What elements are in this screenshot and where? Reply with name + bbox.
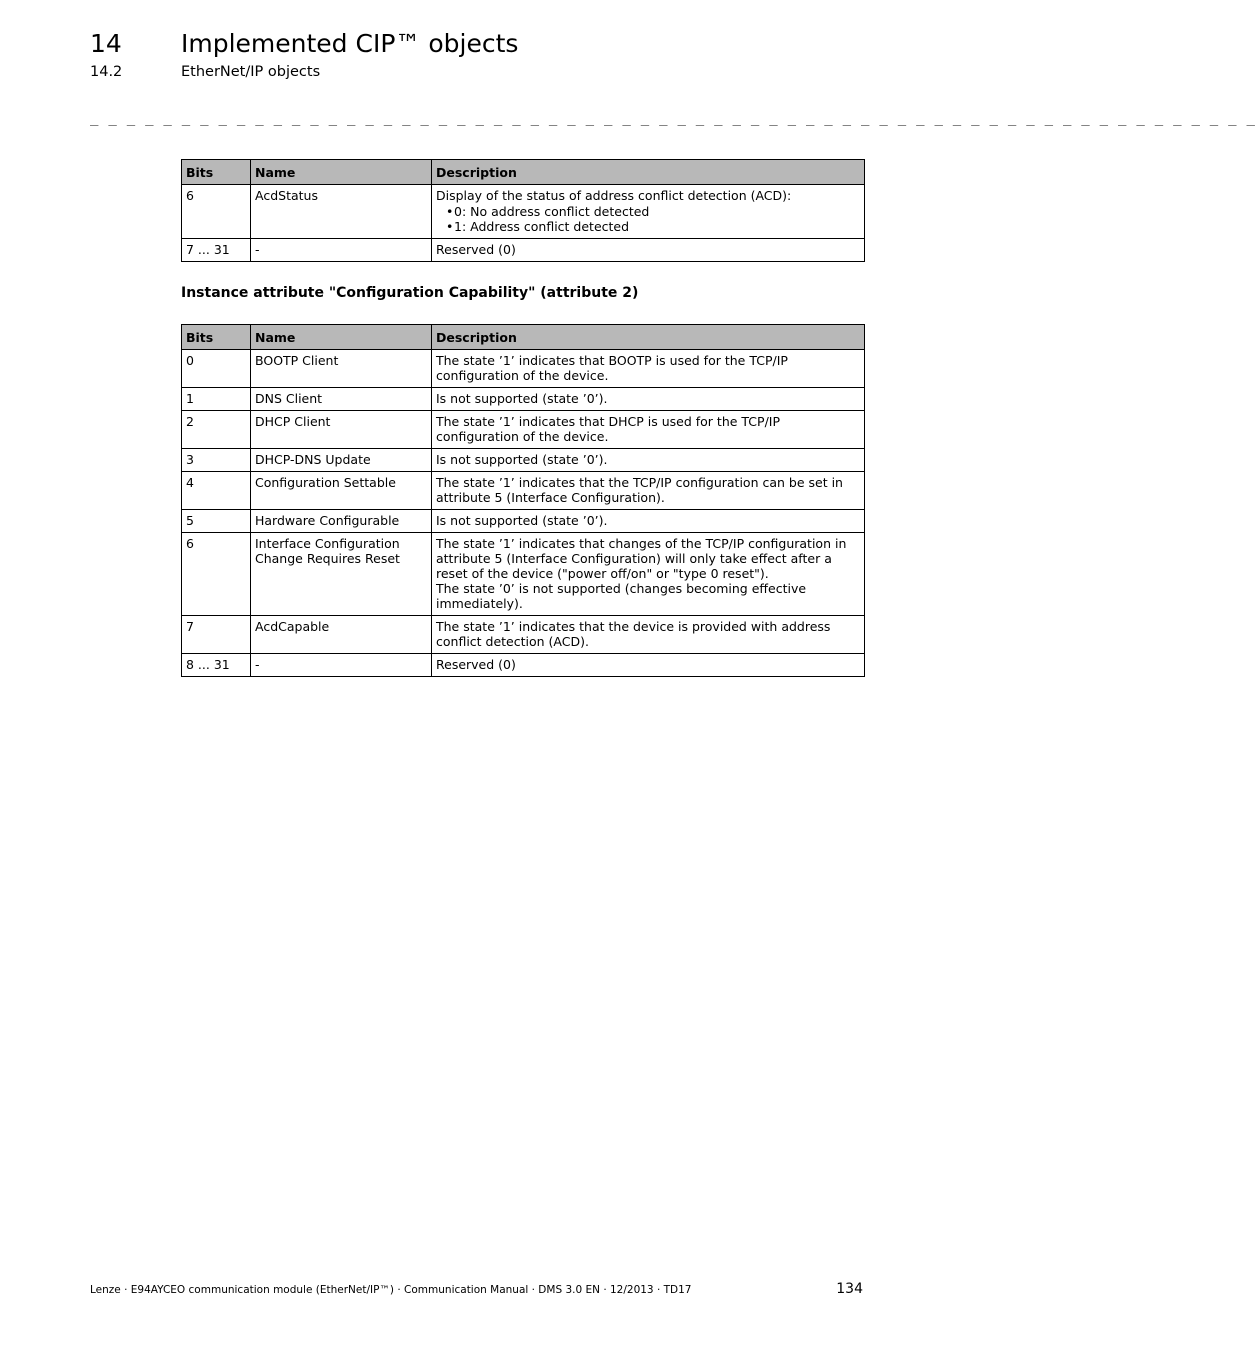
table-header-row [182,325,865,350]
page-number: 134 [836,1281,863,1297]
table-row [182,510,865,533]
acd-status-table [181,159,865,262]
table-row [182,472,865,510]
cell-name: AcdStatus [251,185,432,239]
table-row [182,616,865,654]
table-row [182,411,865,449]
cell-bits: 2 [182,411,251,449]
cell-bits: 7 [182,616,251,654]
cell-name: DHCP Client [251,411,432,449]
table-row [182,185,865,239]
cell-name: DNS Client [251,388,432,411]
cell-name: BOOTP Client [251,350,432,388]
section-number: 14.2 [90,64,123,80]
column-header-description: Description [432,325,865,350]
column-header-bits: Bits [182,325,251,350]
cell-bits: 7 ... 31 [182,239,251,262]
bullet-item: • 1: Address conflict detected [446,219,860,234]
cell-description [432,185,865,239]
cell-bits: 6 [182,185,251,239]
section-title: EtherNet/IP objects [181,64,321,80]
cell-description: Is not supported (state ’0’). [432,449,865,472]
table-row [182,239,865,262]
column-header-name: Name [251,325,432,350]
cell-description [432,533,865,616]
cell-bits: 8 ... 31 [182,654,251,677]
chapter-number: 14 [90,29,122,58]
cell-description: Is not supported (state ’0’). [432,388,865,411]
table-row [182,388,865,411]
description-text: Display of the status of address conflict detection (ACD): [436,188,792,203]
cell-bits: 3 [182,449,251,472]
cell-description: Is not supported (state ’0’). [432,510,865,533]
cell-name: Interface Configuration Change Requires Reset [251,533,432,616]
cell-description: The state ’1’ indicates that BOOTP is used for the TCP/IP configuration of the device. [432,350,865,388]
description-text: The state ’1’ indicates that changes of the TCP/IP configuration in attribute 5 (Interface Configuration) will only take effect after a reset of the device ("power off/on" or "type 0 reset"). [436,536,847,581]
cell-name: Configuration Settable [251,472,432,510]
cell-description: The state ’1’ indicates that DHCP is used for the TCP/IP configuration of the device. [432,411,865,449]
table-row [182,654,865,677]
bullet-item: • 0: No address conflict detected [446,204,860,219]
cell-name: DHCP-DNS Update [251,449,432,472]
cell-bits: 5 [182,510,251,533]
table-row [182,533,865,616]
cell-bits: 4 [182,472,251,510]
chapter-title: Implemented CIP™ objects [181,29,519,58]
cell-name: Hardware Configurable [251,510,432,533]
column-header-bits: Bits [182,160,251,185]
cell-name: - [251,239,432,262]
cell-bits: 6 [182,533,251,616]
column-header-description: Description [432,160,865,185]
cell-description: The state ’1’ indicates that the TCP/IP configuration can be set in attribute 5 (Interface Configuration). [432,472,865,510]
table-header-row [182,160,865,185]
subheading-configuration-capability: Instance attribute "Configuration Capability" (attribute 2) [181,285,639,301]
bullet-list [436,204,860,234]
configuration-capability-table [181,324,865,677]
description-text: The state ’0’ is not supported (changes becoming effective immediately). [436,581,807,611]
cell-description: Reserved (0) [432,239,865,262]
cell-name: - [251,654,432,677]
column-header-name: Name [251,160,432,185]
header-separator: _ _ _ _ _ _ _ _ _ _ _ _ _ _ _ _ _ _ _ _ _ _ _ _ _ _ _ _ _ _ _ _ _ _ _ _ _ _ _ _ _ _ _ _ _ _ _ _ _ _ _ _ _ _ _ _ _ _ _ _ _ _ _ _ [90,110,1256,126]
cell-name: AcdCapable [251,616,432,654]
cell-description: Reserved (0) [432,654,865,677]
table-row [182,449,865,472]
cell-bits: 1 [182,388,251,411]
cell-bits: 0 [182,350,251,388]
footer-text: Lenze · E94AYCEO communication module (EtherNet/IP™) · Communication Manual · DMS 3.0 EN · 12/2013 · TD17 [90,1284,692,1296]
table-row [182,350,865,388]
cell-description: The state ’1’ indicates that the device is provided with address conflict detection (ACD). [432,616,865,654]
